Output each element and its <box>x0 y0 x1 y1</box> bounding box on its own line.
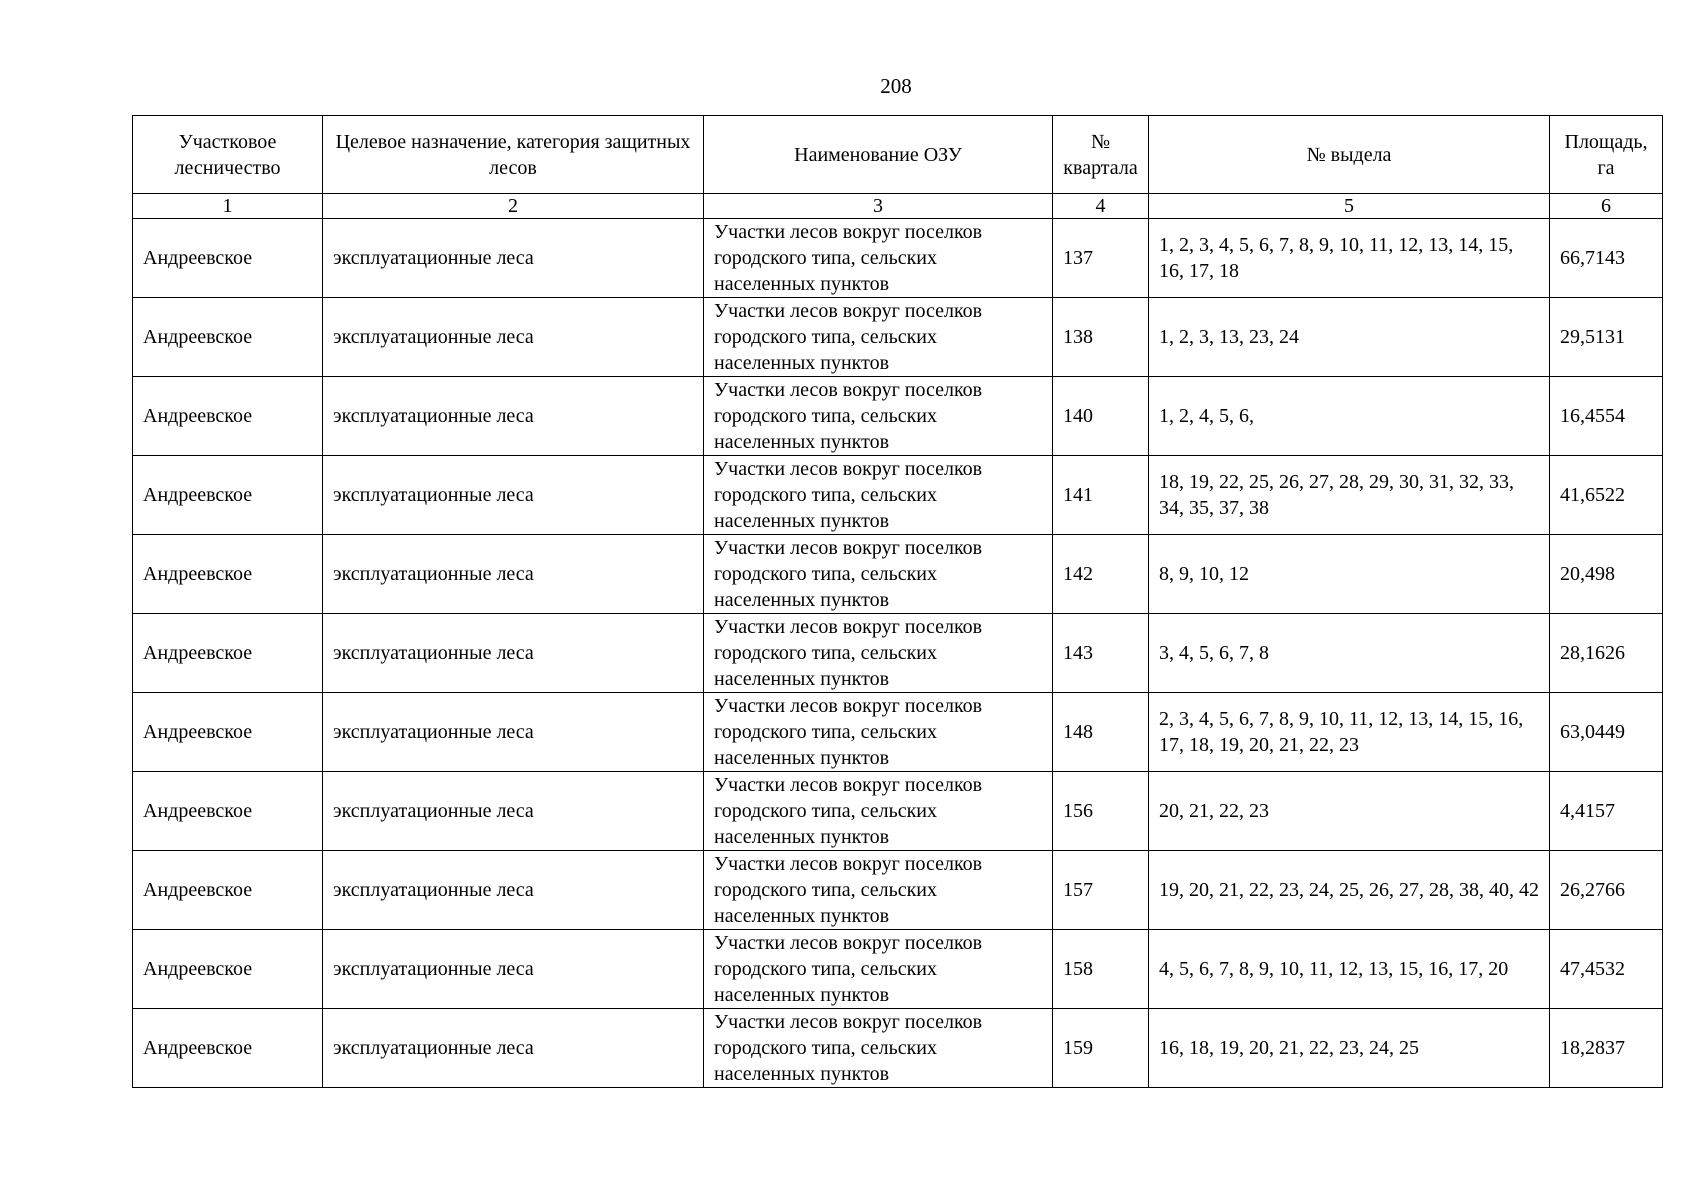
cell-area: 20,498 <box>1550 535 1663 614</box>
column-number: 4 <box>1053 194 1149 219</box>
cell-area: 66,7143 <box>1550 219 1663 298</box>
cell-ozu-name: Участки лесов вокруг поселков городского типа, сельских населенных пунктов <box>704 298 1053 377</box>
column-number: 3 <box>704 194 1053 219</box>
table-row <box>133 930 1663 1009</box>
cell-plots: 19, 20, 21, 22, 23, 24, 25, 26, 27, 28, 38, 40, 42 <box>1149 851 1550 930</box>
cell-forestry: Андреевское <box>133 614 323 693</box>
cell-area: 26,2766 <box>1550 851 1663 930</box>
cell-area: 63,0449 <box>1550 693 1663 772</box>
cell-ozu-name: Участки лесов вокруг поселков городского типа, сельских населенных пунктов <box>704 614 1053 693</box>
cell-forestry: Андреевское <box>133 219 323 298</box>
cell-forestry: Андреевское <box>133 1009 323 1088</box>
column-number: 1 <box>133 194 323 219</box>
table-row <box>133 377 1663 456</box>
cell-plots: 16, 18, 19, 20, 21, 22, 23, 24, 25 <box>1149 1009 1550 1088</box>
cell-forestry: Андреевское <box>133 377 323 456</box>
cell-purpose: эксплуатационные леса <box>323 1009 704 1088</box>
cell-area: 4,4157 <box>1550 772 1663 851</box>
cell-quarter: 138 <box>1053 298 1149 377</box>
table-row <box>133 851 1663 930</box>
cell-ozu-name: Участки лесов вокруг поселков городского типа, сельских населенных пунктов <box>704 693 1053 772</box>
header-quarter: № квартала <box>1053 116 1149 194</box>
cell-forestry: Андреевское <box>133 930 323 1009</box>
cell-plots: 4, 5, 6, 7, 8, 9, 10, 11, 12, 13, 15, 16, 17, 20 <box>1149 930 1550 1009</box>
table-row <box>133 456 1663 535</box>
cell-area: 29,5131 <box>1550 298 1663 377</box>
table-row <box>133 1009 1663 1088</box>
cell-purpose: эксплуатационные леса <box>323 298 704 377</box>
cell-ozu-name: Участки лесов вокруг поселков городского типа, сельских населенных пунктов <box>704 772 1053 851</box>
table-header-row <box>133 116 1663 194</box>
cell-ozu-name: Участки лесов вокруг поселков городского типа, сельских населенных пунктов <box>704 851 1053 930</box>
cell-quarter: 140 <box>1053 377 1149 456</box>
cell-ozu-name: Участки лесов вокруг поселков городского типа, сельских населенных пунктов <box>704 219 1053 298</box>
cell-quarter: 143 <box>1053 614 1149 693</box>
column-number: 6 <box>1550 194 1663 219</box>
cell-plots: 1, 2, 4, 5, 6, <box>1149 377 1550 456</box>
cell-quarter: 137 <box>1053 219 1149 298</box>
cell-area: 28,1626 <box>1550 614 1663 693</box>
cell-purpose: эксплуатационные леса <box>323 851 704 930</box>
table-row <box>133 693 1663 772</box>
header-purpose: Целевое назначение, категория защитных лесов <box>323 116 704 194</box>
column-number: 2 <box>323 194 704 219</box>
header-ozu: Наименование ОЗУ <box>704 116 1053 194</box>
cell-plots: 18, 19, 22, 25, 26, 27, 28, 29, 30, 31, 32, 33, 34, 35, 37, 38 <box>1149 456 1550 535</box>
cell-area: 18,2837 <box>1550 1009 1663 1088</box>
column-number-row <box>133 194 1663 219</box>
cell-plots: 20, 21, 22, 23 <box>1149 772 1550 851</box>
cell-quarter: 157 <box>1053 851 1149 930</box>
cell-quarter: 159 <box>1053 1009 1149 1088</box>
cell-forestry: Андреевское <box>133 535 323 614</box>
header-forestry: Участковое лесничество <box>133 116 323 194</box>
cell-ozu-name: Участки лесов вокруг поселков городского типа, сельских населенных пунктов <box>704 456 1053 535</box>
column-number: 5 <box>1149 194 1550 219</box>
cell-quarter: 148 <box>1053 693 1149 772</box>
table-row <box>133 535 1663 614</box>
cell-purpose: эксплуатационные леса <box>323 535 704 614</box>
cell-area: 47,4532 <box>1550 930 1663 1009</box>
cell-forestry: Андреевское <box>133 851 323 930</box>
cell-ozu-name: Участки лесов вокруг поселков городского типа, сельских населенных пунктов <box>704 535 1053 614</box>
cell-purpose: эксплуатационные леса <box>323 693 704 772</box>
table-row <box>133 219 1663 298</box>
cell-plots: 1, 2, 3, 13, 23, 24 <box>1149 298 1550 377</box>
table-row <box>133 772 1663 851</box>
cell-purpose: эксплуатационные леса <box>323 456 704 535</box>
cell-ozu-name: Участки лесов вокруг поселков городского типа, сельских населенных пунктов <box>704 377 1053 456</box>
cell-ozu-name: Участки лесов вокруг поселков городского типа, сельских населенных пунктов <box>704 930 1053 1009</box>
cell-forestry: Андреевское <box>133 693 323 772</box>
forest-plots-table <box>132 115 1663 1088</box>
table-row <box>133 298 1663 377</box>
cell-purpose: эксплуатационные леса <box>323 614 704 693</box>
cell-ozu-name: Участки лесов вокруг поселков городского типа, сельских населенных пунктов <box>704 1009 1053 1088</box>
cell-purpose: эксплуатационные леса <box>323 219 704 298</box>
table-row <box>133 614 1663 693</box>
cell-forestry: Андреевское <box>133 772 323 851</box>
header-area: Площадь, га <box>1550 116 1663 194</box>
cell-purpose: эксплуатационные леса <box>323 772 704 851</box>
cell-quarter: 158 <box>1053 930 1149 1009</box>
cell-forestry: Андреевское <box>133 456 323 535</box>
cell-plots: 3, 4, 5, 6, 7, 8 <box>1149 614 1550 693</box>
cell-plots: 8, 9, 10, 12 <box>1149 535 1550 614</box>
cell-purpose: эксплуатационные леса <box>323 377 704 456</box>
cell-quarter: 156 <box>1053 772 1149 851</box>
table-body <box>133 219 1663 1088</box>
cell-quarter: 142 <box>1053 535 1149 614</box>
cell-forestry: Андреевское <box>133 298 323 377</box>
page-number: 208 <box>880 74 912 98</box>
cell-plots: 2, 3, 4, 5, 6, 7, 8, 9, 10, 11, 12, 13, 14, 15, 16, 17, 18, 19, 20, 21, 22, 23 <box>1149 693 1550 772</box>
header-plots: № выдела <box>1149 116 1550 194</box>
cell-area: 16,4554 <box>1550 377 1663 456</box>
cell-area: 41,6522 <box>1550 456 1663 535</box>
cell-plots: 1, 2, 3, 4, 5, 6, 7, 8, 9, 10, 11, 12, 13, 14, 15, 16, 17, 18 <box>1149 219 1550 298</box>
cell-quarter: 141 <box>1053 456 1149 535</box>
cell-purpose: эксплуатационные леса <box>323 930 704 1009</box>
